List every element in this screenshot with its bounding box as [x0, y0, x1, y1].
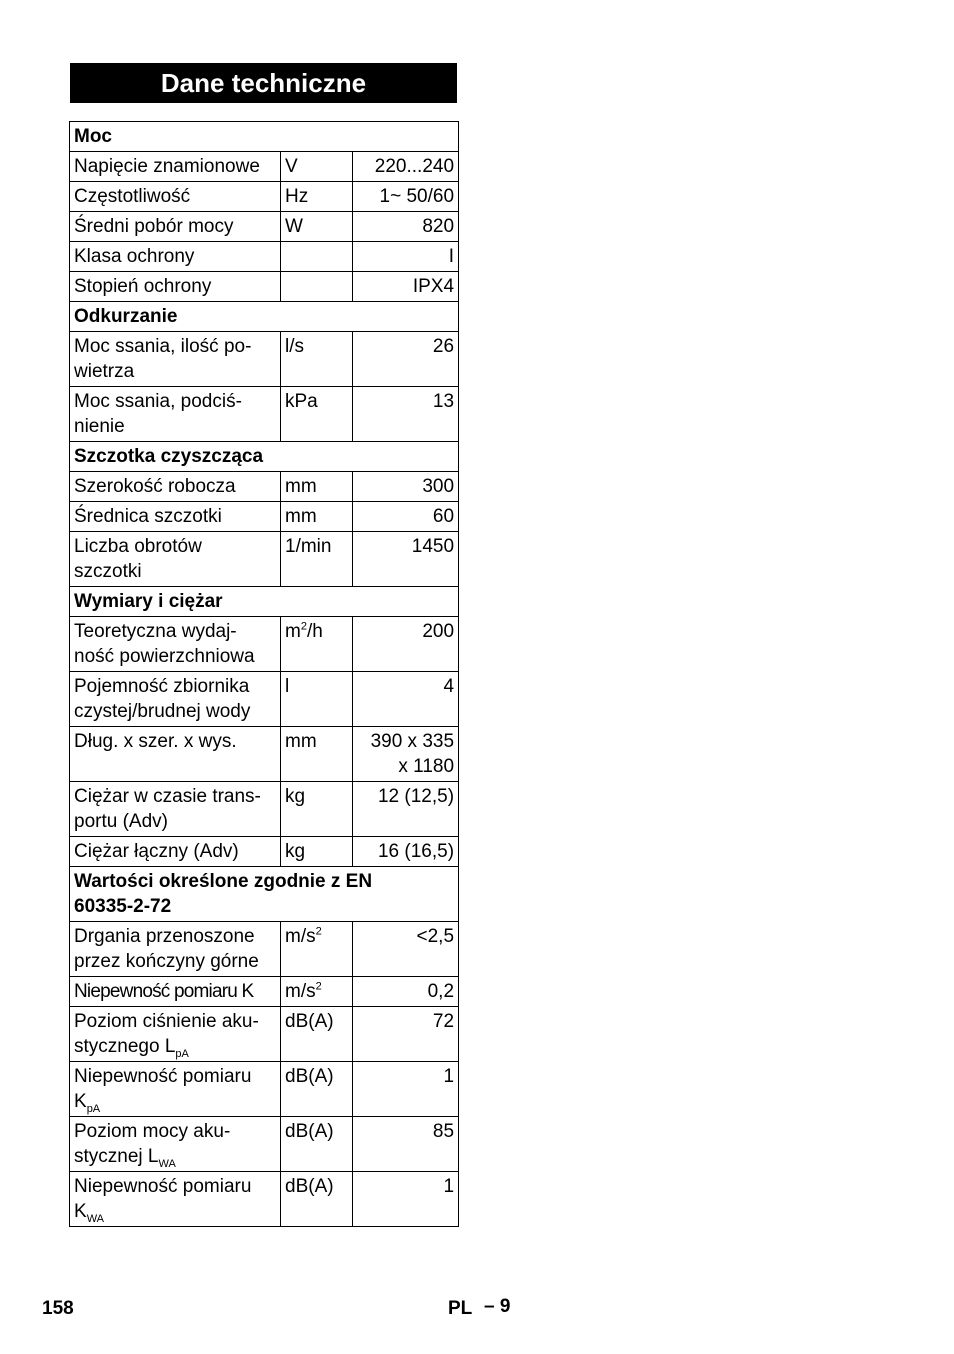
table-row: [70, 212, 459, 242]
label-line: Ciężar w czasie trans-: [74, 786, 261, 807]
unit-superscript: 2: [300, 620, 307, 633]
table-row: [70, 672, 459, 727]
section-heading: Wymiary i ciężar: [70, 587, 459, 617]
label-line: K: [74, 1201, 87, 1222]
param-value: 13: [353, 387, 459, 442]
param-value: 12 (12,5): [353, 782, 459, 837]
param-unit: dB(A): [281, 1062, 353, 1117]
param-value: 1450: [353, 532, 459, 587]
param-value: 26: [353, 332, 459, 387]
label-subscript: pA: [86, 1102, 101, 1115]
param-unit: kPa: [281, 387, 353, 442]
param-value: [353, 727, 459, 782]
param-label: [70, 1172, 281, 1227]
technical-data-table: [69, 121, 459, 1227]
param-label: [70, 532, 281, 587]
section-header-row: [70, 442, 459, 472]
label-line: stycznego L: [74, 1036, 176, 1057]
heading-line: 60335-2-72: [74, 896, 172, 917]
table-row: [70, 472, 459, 502]
unit-rest: /h: [306, 621, 323, 642]
param-label: Średnica szczotki: [70, 502, 281, 532]
param-unit: kg: [281, 837, 353, 867]
param-label: [70, 617, 281, 672]
table-row: [70, 727, 459, 782]
table-row: [70, 242, 459, 272]
param-unit: W: [281, 212, 353, 242]
table-row: [70, 532, 459, 587]
section-heading: Szczotka czyszcząca: [70, 442, 459, 472]
param-unit: dB(A): [281, 1007, 353, 1062]
param-value: <2,5: [353, 922, 459, 977]
param-value: I: [353, 242, 459, 272]
param-unit: [281, 617, 353, 672]
label-subscript: pA: [175, 1047, 189, 1060]
page-number: 158: [42, 1298, 74, 1319]
param-unit: [281, 977, 353, 1007]
param-value: 1~ 50/60: [353, 182, 459, 212]
label-line: stycznej L: [74, 1146, 159, 1167]
param-value: 16 (16,5): [353, 837, 459, 867]
param-label: Stopień ochrony: [70, 272, 281, 302]
param-value: 200: [353, 617, 459, 672]
label-line: czystej/brudnej wody: [74, 701, 251, 722]
param-value: 300: [353, 472, 459, 502]
param-label: Średni pobór mocy: [70, 212, 281, 242]
param-label: [70, 332, 281, 387]
param-label: [70, 387, 281, 442]
param-unit: [281, 922, 353, 977]
label-line: Moc ssania, ilość po-: [74, 336, 252, 357]
label-line: Teoretyczna wydaj-: [74, 621, 237, 642]
param-value: 85: [353, 1117, 459, 1172]
unit-base: m/s: [285, 926, 316, 947]
table-row: [70, 1062, 459, 1117]
param-value: 1: [353, 1062, 459, 1117]
param-label: [70, 672, 281, 727]
section-heading: Odkurzanie: [70, 302, 459, 332]
label-subscript: WA: [158, 1157, 176, 1170]
table-row: [70, 617, 459, 672]
param-unit: dB(A): [281, 1117, 353, 1172]
label-line: przez kończyny górne: [74, 951, 259, 972]
table-row: [70, 1007, 459, 1062]
unit-superscript: 2: [315, 925, 322, 938]
value-line: x 1180: [398, 756, 455, 777]
label-line: Niepewność pomiaru: [74, 1176, 252, 1197]
language-code: PL: [448, 1298, 473, 1319]
param-label: Niepewność pomiaru K: [70, 977, 281, 1007]
param-label: Napięcie znamionowe: [70, 152, 281, 182]
table-row: [70, 1172, 459, 1227]
label-line: Pojemność zbiornika: [74, 676, 250, 697]
unit-superscript: 2: [315, 980, 322, 993]
section-page-number: – 9: [484, 1296, 511, 1317]
param-label: Szerokość robocza: [70, 472, 281, 502]
table-row: [70, 502, 459, 532]
label-line: Niepewność pomiaru: [74, 1066, 252, 1087]
table-row: [70, 332, 459, 387]
param-unit: 1/min: [281, 532, 353, 587]
section-header-row: [70, 867, 459, 922]
param-unit: V: [281, 152, 353, 182]
param-unit: [281, 242, 353, 272]
label-line: Poziom mocy aku-: [74, 1121, 231, 1142]
table-row: [70, 782, 459, 837]
table-row: [70, 837, 459, 867]
param-value: 60: [353, 502, 459, 532]
label-line: Liczba obrotów: [74, 536, 202, 557]
param-unit: l/s: [281, 332, 353, 387]
param-value: 4: [353, 672, 459, 727]
param-value: 220...240: [353, 152, 459, 182]
param-value: 820: [353, 212, 459, 242]
unit-base: m: [285, 621, 301, 642]
param-label: [70, 1117, 281, 1172]
value-line: 390 x 335: [370, 731, 455, 752]
table-row: [70, 182, 459, 212]
param-unit: mm: [281, 502, 353, 532]
section-heading: [70, 867, 459, 922]
param-unit: mm: [281, 727, 353, 782]
label-line: K: [74, 1091, 87, 1112]
param-label: Częstotliwość: [70, 182, 281, 212]
unit-base: m/s: [285, 981, 316, 1002]
page-title: Dane techniczne: [70, 63, 457, 103]
param-label: Klasa ochrony: [70, 242, 281, 272]
table-row: [70, 387, 459, 442]
label-line: nienie: [74, 416, 125, 437]
param-unit: Hz: [281, 182, 353, 212]
param-value: 72: [353, 1007, 459, 1062]
table-row: [70, 272, 459, 302]
param-unit: mm: [281, 472, 353, 502]
heading-line: Wartości określone zgodnie z EN: [74, 871, 373, 892]
param-label: [70, 922, 281, 977]
section-header-row: [70, 587, 459, 617]
param-label: [70, 1007, 281, 1062]
label-line: portu (Adv): [74, 811, 168, 832]
section-header-row: [70, 302, 459, 332]
label-line: Poziom ciśnienie aku-: [74, 1011, 259, 1032]
param-unit: l: [281, 672, 353, 727]
param-label: Ciężar łączny (Adv): [70, 837, 281, 867]
label-line: ność powierzchniowa: [74, 646, 255, 667]
label-line: Moc ssania, podciś-: [74, 391, 242, 412]
param-unit: dB(A): [281, 1172, 353, 1227]
param-unit: [281, 272, 353, 302]
param-label: [70, 782, 281, 837]
table-row: [70, 922, 459, 977]
param-label: Dług. x szer. x wys.: [70, 727, 281, 782]
label-line: szczotki: [74, 561, 142, 582]
label-line: Drgania przenoszone: [74, 926, 255, 947]
table-row: [70, 152, 459, 182]
label-subscript: WA: [86, 1212, 104, 1225]
param-label: [70, 1062, 281, 1117]
table-row: [70, 977, 459, 1007]
label-line: wietrza: [74, 361, 135, 382]
param-value: 1: [353, 1172, 459, 1227]
param-value: IPX4: [353, 272, 459, 302]
table-row: [70, 1117, 459, 1172]
section-header-row: [70, 122, 459, 152]
param-unit: kg: [281, 782, 353, 837]
section-heading: Moc: [70, 122, 459, 152]
param-value: 0,2: [353, 977, 459, 1007]
